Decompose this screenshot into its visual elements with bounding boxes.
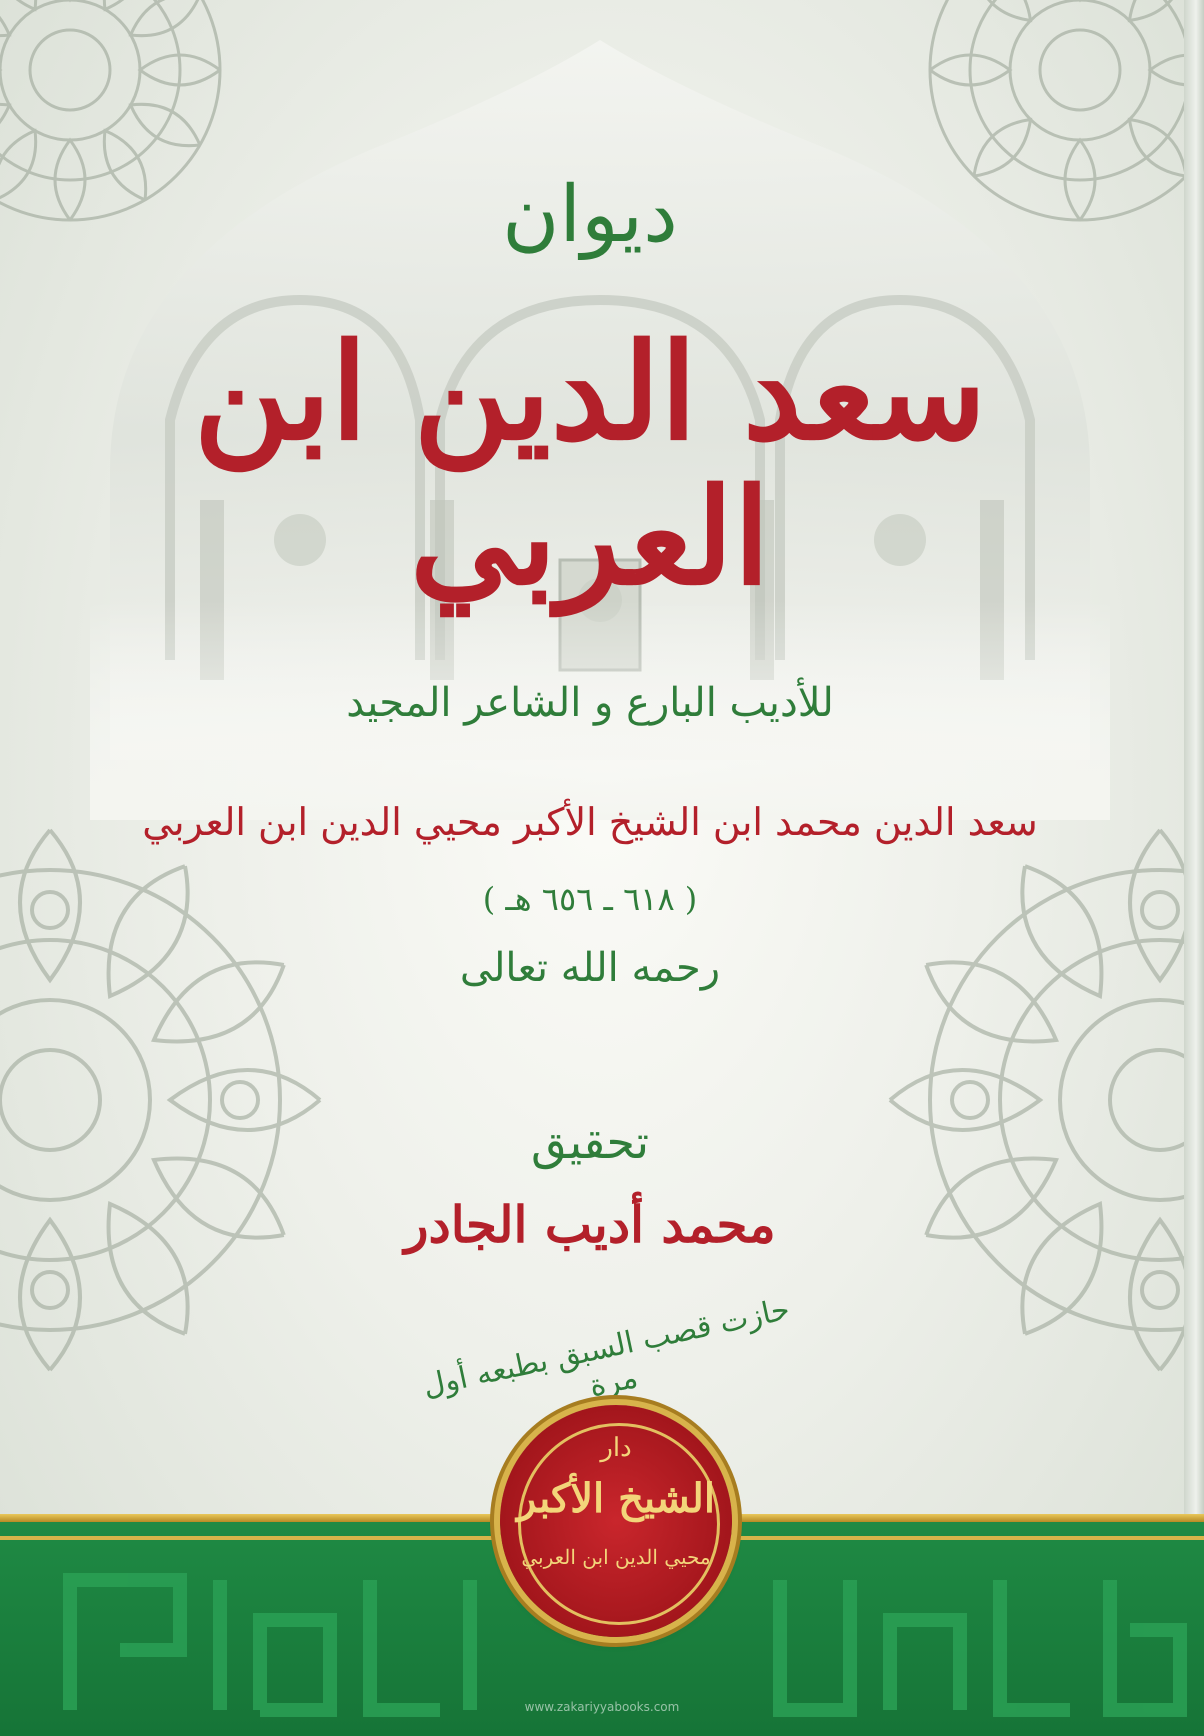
seal-name-text: الشيخ الأكبر — [517, 1475, 715, 1522]
watermark: www.zakariyyabooks.com — [524, 1700, 680, 1714]
editing-label: تحقيق — [530, 1115, 649, 1169]
seal-sub-text: محيي الدين ابن العربي — [521, 1545, 711, 1569]
editor-name: محمد أديب الجادر — [404, 1195, 776, 1254]
author-dates: ( ٦١٨ ـ ٦٥٦ هـ ) — [482, 880, 698, 918]
cover-edge — [1184, 0, 1204, 1520]
title-diwan: ديوان — [502, 170, 678, 260]
publisher-seal — [500, 1405, 732, 1637]
title-main: سعد الدين ابن العربي — [193, 315, 987, 616]
subtitle-author-full-name: سعد الدين محمد ابن الشيخ الأكبر محيي الدين ابن العربي — [142, 800, 1038, 844]
mercy-phrase: رحمه الله تعالى — [459, 945, 721, 991]
publisher-tagline: حازت قصب السبق بطبعه أول مرة — [419, 1291, 793, 1405]
subtitle-description: للأديب البارع و الشاعر المجيد — [346, 680, 834, 726]
seal-dar-text: دار — [600, 1433, 632, 1463]
